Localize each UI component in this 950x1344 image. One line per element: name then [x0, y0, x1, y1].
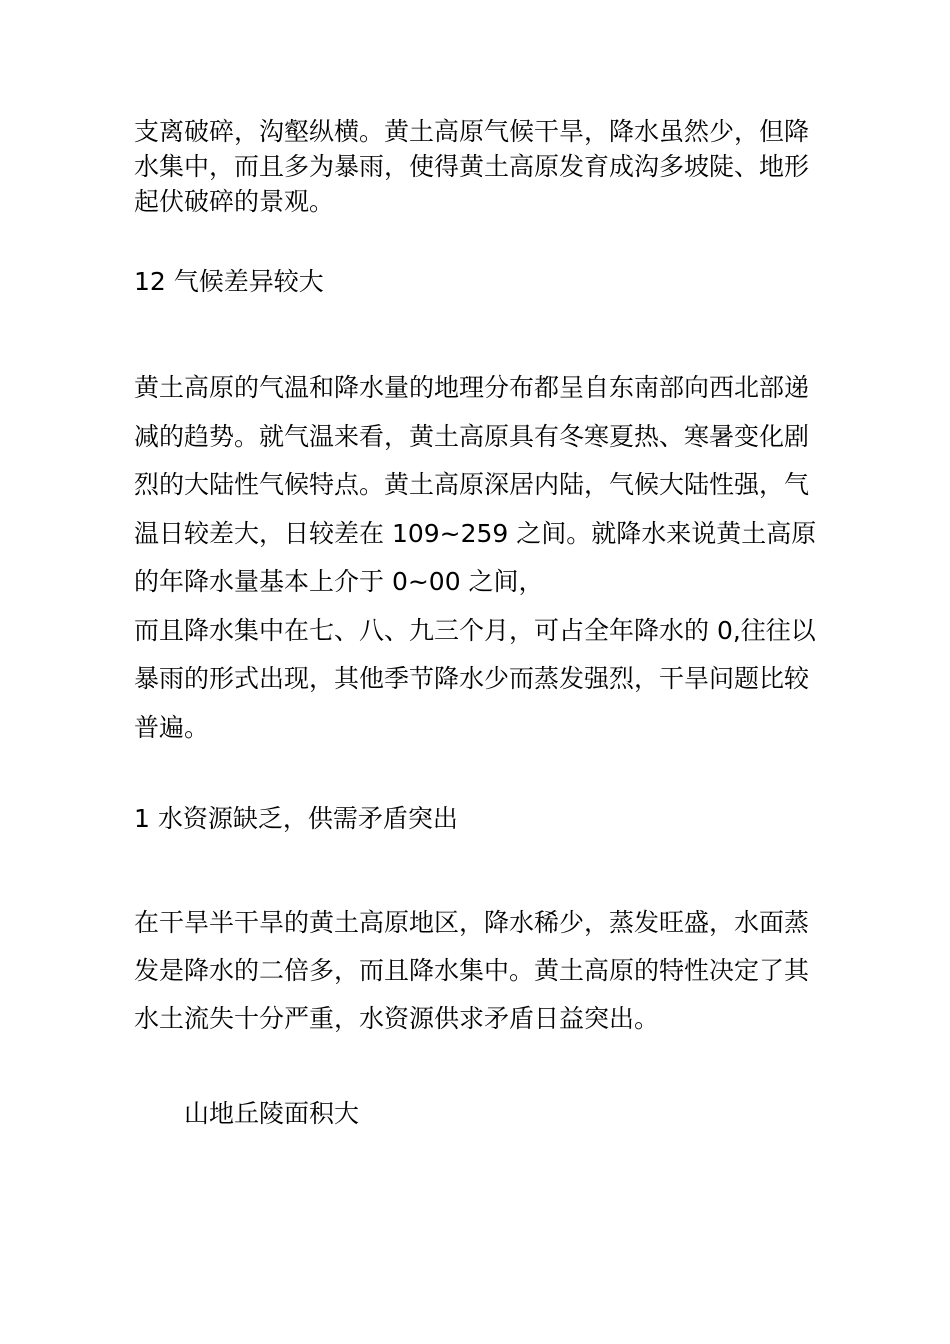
paragraph-line: 在干旱半干旱的黄土高原地区，降水稀少，蒸发旺盛，水面蒸: [134, 908, 810, 937]
section-heading-mountains: 山地丘陵面积大: [184, 1099, 360, 1128]
paragraph-line: 暴雨的形式出现，其他季节降水少而蒸发强烈，干旱问题比较: [134, 664, 810, 693]
paragraph-line: 普遍。: [134, 712, 210, 742]
section-heading-climate: 12 气候差异较大: [134, 267, 324, 296]
paragraph-line: 黄土高原的气温和降水量的地理分布都呈自东南部向西北部递: [134, 373, 810, 402]
paragraph-line: 减的趋势。就气温来看，黄土高原具有冬寒夏热、寒暑变化剧: [134, 421, 810, 451]
paragraph-line: 水集中，而且多为暴雨，使得黄土高原发育成沟多坡陡、地形: [134, 152, 810, 181]
paragraph-line: 支离破碎，沟壑纵横。黄土高原气候干旱，降水虽然少，但降: [134, 117, 810, 146]
paragraph-loess-terrain: [134, 114, 834, 219]
paragraph-line: 起伏破碎的景观。: [134, 187, 335, 216]
paragraph-line: 水土流失十分严重，水资源供求矛盾日益突出。: [134, 1004, 660, 1033]
paragraph-water: [134, 899, 834, 1043]
paragraph-climate: [134, 364, 834, 752]
paragraph-line: 烈的大陆性气候特点。黄土高原深居内陆，气候大陆性强，气: [134, 470, 810, 499]
paragraph-line: 发是降水的二倍多，而且降水集中。黄土高原的特性决定了其: [134, 956, 810, 985]
paragraph-line: 的年降水量基本上介于 0~00 之间，: [134, 567, 544, 596]
paragraph-line: 温日较差大，日较差在 109~259 之间。就降水来说黄土高原: [134, 518, 817, 548]
section-heading-water: 1 水资源缺乏，供需矛盾突出: [134, 804, 458, 833]
paragraph-line: 而且降水集中在七、八、九三个月，可占全年降水的 0,往往以: [134, 615, 816, 645]
